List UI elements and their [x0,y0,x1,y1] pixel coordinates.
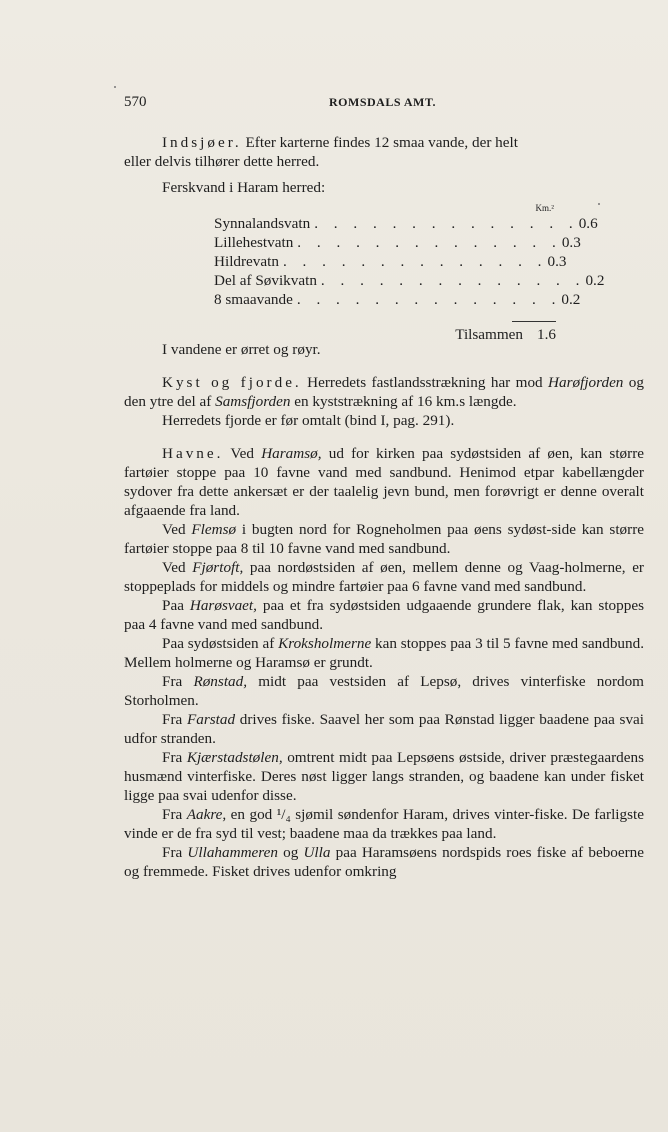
unit-label: Km.² [535,203,554,213]
intro-paragraph: Indsjøer. Efter karterne findes 12 smaa vande, der helt [162,134,518,151]
fish-note: I vandene er ørret og røyr. [162,341,321,358]
lake-area: 0.2 [585,272,605,289]
place-name: Harøfjorden [548,374,624,391]
kyst-paragraph: Kyst og fjorde. Herredets fastlandsstrækning har mod Harøfjorden og den ytre del af Samsfjorden en kyststrækning af 16 km.s længde. [124,374,644,410]
page-header [124,94,644,114]
havne-paragraph: Fra Aakre, en god ¹/₄ sjømil søndenfor Haram, drives vinter-fiske. De farligste vinde er de fra syd til vest; baadene maa da trækkes paa land. [124,806,644,842]
place-name: Flemsø [191,521,237,538]
havne-paragraph: Fra Kjærstadstølen, omtrent midt paa Lepsøens østside, driver præstegaardens husmænd vinterfiske. Deres nøst ligger langs stranden, og baadene kan under fisket ligge paa svai udenfor disse. [124,749,644,804]
table-row: Synnalandsvatn . . . . . . . . . . . . . . 0.6 [214,215,598,232]
place-name: Harøsvaet, [189,597,257,614]
kyst-paragraph-2: Herredets fjorde er før omtalt (bind I, pag. 291). [162,412,455,429]
place-name: Ullahammeren [187,844,278,861]
section-heading-havne: Havne. [162,445,224,462]
page-number: 570 [124,94,147,110]
place-name: Aakre, [186,806,227,823]
lake-area: 0.6 [578,215,598,232]
table-row: Lillehestvatn . . . . . . . . . . . . . . 0.3 [214,234,581,251]
place-name: Kroksholmerne [278,635,372,652]
place-name: Farstad [186,711,236,728]
havne-paragraph: Paa sydøstsiden af Kroksholmerne kan stoppes paa 3 til 5 favne med sandbund. Mellem holmerne og Haramsø er grundt. [124,635,644,671]
havne-paragraph: Fra Ullahammeren og Ulla paa Haramsøens nordspids roes fiske af beboerne og fremmede. Fisket drives udenfor omkring [124,844,645,880]
total-row [214,325,556,344]
table-row: Hildrevatn . . . . . . . . . . . . . . 0.3 [214,253,567,270]
place-name: Rønstad, [193,673,248,690]
havne-paragraph: Fra Farstad drives fiske. Saavel her som paa Rønstad ligger baadene paa svai udfor stranden. [124,711,644,747]
lake-name: 8 smaavande [214,291,293,308]
lake-area: 0.3 [547,253,567,270]
havne-paragraph: Havne. Ved Haramsø, ud for kirken paa sydøstsiden af øen, kan større fartøier stoppe paa 10 favne vand med sandbund. Henimod etpar kabellængder sydover fra dette ankersæt er der taalelig jevn bund, men forøvrigt er denne overalt afgaaende fra land. [124,445,645,519]
place-name: Samsfjorden [215,393,291,410]
lakes-table [214,203,605,344]
scan-speck [114,86,116,88]
place-name: Fjørtoft, [192,559,244,576]
total-value: 1.6 [537,326,556,343]
havne-paragraph: Ved Flemsø i bugten nord for Rogneholmen paa øens sydøst-side kan større fartøier stoppe paa 8 til 10 favne vand med sandbund. [124,521,644,557]
total-divider [512,321,556,322]
section-heading-indsjoer: Indsjøer. [162,134,242,151]
total-label: Tilsammen [455,326,524,343]
intro-paragraph-cont: eller delvis tilhører dette herred. [124,153,320,170]
place-name: Haramsø, [261,445,322,462]
place-name: Ulla [303,844,331,861]
havne-paragraph: Ved Fjørtoft, paa nordøstsiden af øen, mellem denne og Vaag-holmerne, er stoppeplads for middels og mindre fartøier paa 6 favne vand med sandbund. [124,559,644,595]
running-head: ROMSDALS AMT. [329,95,436,109]
section-heading-kyst: Kyst og fjorde. [162,374,302,391]
lake-area: 0.2 [561,291,581,308]
lake-name: Del af Søvikvatn [214,272,317,289]
havne-paragraph: Paa Harøsvaet, paa et fra sydøstsiden udgaaende grundere flak, kan stoppes paa 4 favne vand med sandbund. [124,597,644,633]
table-row: Del af Søvikvatn . . . . . . . . . . . . . . 0.2 [214,272,605,289]
table-row: 8 smaavande . . . . . . . . . . . . . . 0.2 [214,291,581,308]
lake-name: Lillehestvatn [214,234,294,251]
place-name: Kjærstadstølen, [186,749,283,766]
lake-name: Synnalandsvatn [214,215,311,232]
page-body [124,133,644,881]
lake-name: Hildrevatn [214,253,279,270]
lake-area: 0.3 [561,234,581,251]
havne-paragraph: Fra Rønstad, midt paa vestsiden af Lepsø, drives vinterfiske nordom Storholmen. [124,673,644,709]
lakes-table-title: Ferskvand i Haram herred: [162,179,326,196]
